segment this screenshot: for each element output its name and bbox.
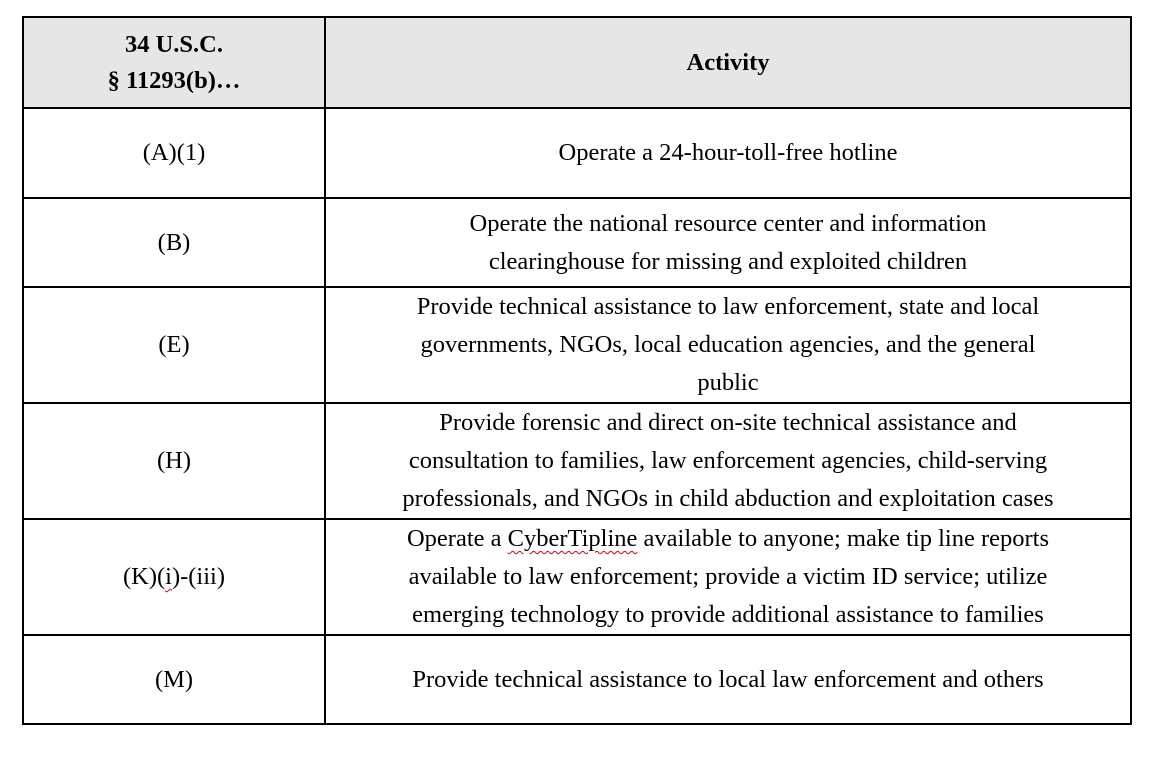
section-cell: (E) xyxy=(23,287,325,403)
activity-line: available to law enforcement; provide a victim ID service; utilize xyxy=(408,563,1048,590)
activity-line: Provide technical assistance to law enforcement, state and local xyxy=(416,293,1040,320)
section-part: )-(iii) xyxy=(171,563,226,590)
activity-line: consultation to families, law enforcement agencies, child-serving xyxy=(408,447,1048,474)
activity-line: professionals, and NGOs in child abduction and exploitation cases xyxy=(402,485,1054,512)
table-row xyxy=(23,519,1131,635)
activity-line: Provide forensic and direct on-site technical assistance and xyxy=(439,409,1017,436)
activity-cell xyxy=(325,519,1131,635)
activity-line: Operate the national resource center and information xyxy=(469,209,987,237)
section-cell: (B) xyxy=(23,198,325,287)
table-row xyxy=(23,287,1131,403)
statute-activity-table xyxy=(22,16,1132,725)
spellcheck-word: i xyxy=(165,563,172,590)
section-cell: (M) xyxy=(23,635,325,724)
activity-cell xyxy=(325,198,1131,287)
header-activity: Activity xyxy=(325,17,1131,108)
activity-part: Operate a xyxy=(406,525,508,552)
activity-line xyxy=(334,520,1122,558)
activity-line: emerging technology to provide additional assistance to families xyxy=(412,601,1044,628)
table-row xyxy=(23,403,1131,519)
activity-cell xyxy=(325,108,1131,198)
activity-line: clearinghouse for missing and exploited children xyxy=(488,247,968,275)
header-section-line1: 34 U.S.C. xyxy=(124,30,223,58)
section-cell: (H) xyxy=(23,403,325,519)
section-cell xyxy=(23,519,325,635)
header-section xyxy=(23,17,325,108)
activity-cell xyxy=(325,635,1131,724)
activity-line: public xyxy=(697,369,759,396)
table-header-row xyxy=(23,17,1131,108)
activity-line: Provide technical assistance to local law enforcement and others xyxy=(412,665,1044,693)
activity-part: available to anyone; make tip line reports xyxy=(637,525,1050,552)
table-row xyxy=(23,108,1131,198)
spellcheck-word: CyberTipline xyxy=(507,525,638,552)
activity-line: governments, NGOs, local education agencies, and the general xyxy=(420,331,1036,358)
section-part: (K)( xyxy=(122,563,166,590)
table-row xyxy=(23,635,1131,724)
section-cell: (A)(1) xyxy=(23,108,325,198)
activity-cell xyxy=(325,403,1131,519)
activity-cell xyxy=(325,287,1131,403)
activity-line: Operate a 24-hour-toll-free hotline xyxy=(558,139,898,166)
table-row xyxy=(23,198,1131,287)
header-section-line2: § 11293(b)… xyxy=(107,66,241,94)
